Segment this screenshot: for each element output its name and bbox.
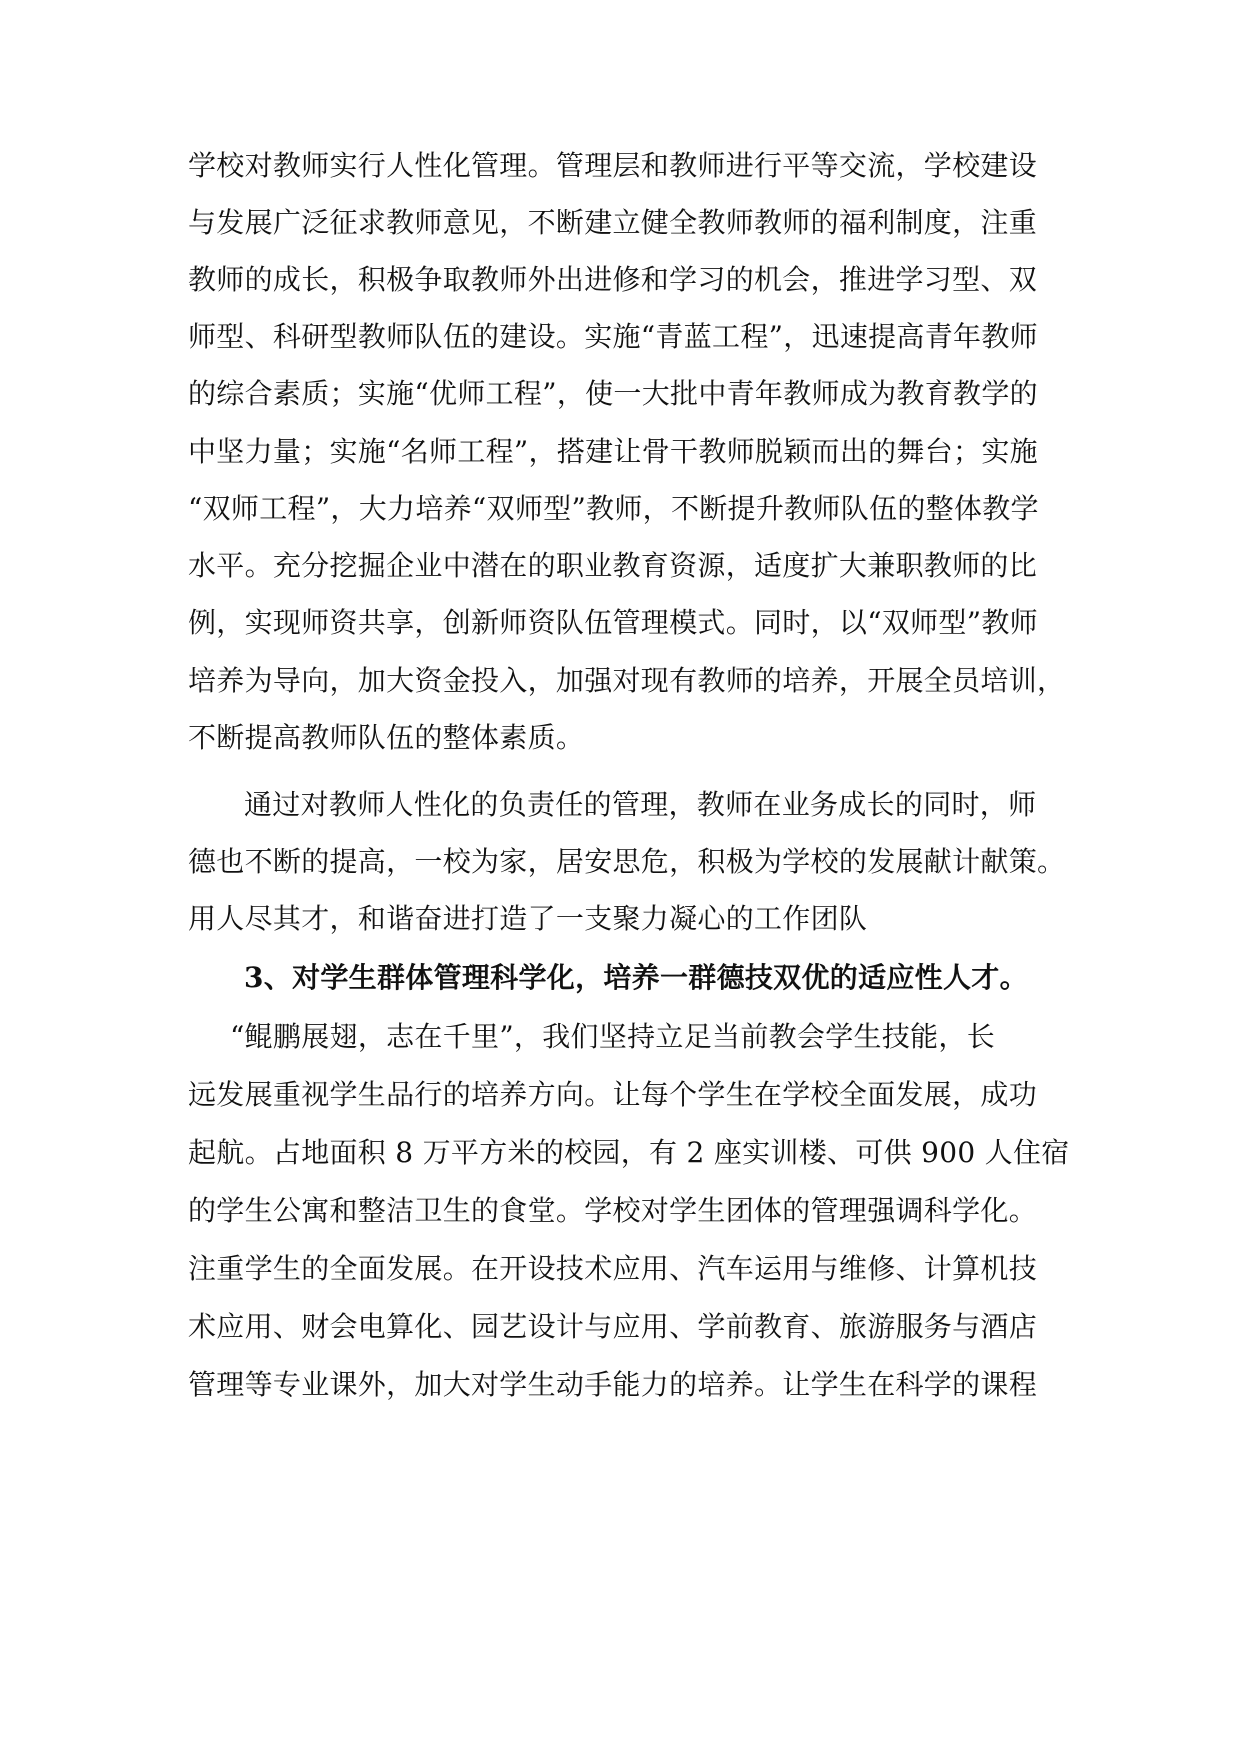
body-line: “鲲鹏展翅，志在千里”，我们坚持立足当前教会学生技能，长 [230, 1020, 996, 1053]
body-line: 用人尽其才，和谐奋进打造了一支聚力凝心的工作团队 [188, 902, 868, 935]
section-heading: 3、对学生群体管理科学化，培养一群德技双优的适应性人才。 [244, 961, 1028, 994]
body-line: 管理等专业课外，加大对学生动手能力的培养。让学生在科学的课程 [188, 1368, 1038, 1401]
body-line: 与发展广泛征求教师意见，不断建立健全教师教师的福利制度，注重 [188, 206, 1038, 239]
body-line: 通过对教师人性化的负责任的管理，教师在业务成长的同时，师 [244, 788, 1037, 821]
body-line: 学校对教师实行人性化管理。管理层和教师进行平等交流，学校建设 [188, 149, 1038, 182]
document-body [188, 0, 1070, 1754]
body-line: 教师的成长，积极争取教师外出进修和学习的机会，推进学习型、双 [188, 263, 1038, 296]
body-line: 的综合素质；实施“优师工程”，使一大批中青年教师成为教育教学的 [188, 377, 1038, 410]
body-line: “双师工程”，大力培养“双师型”教师，不断提升教师队伍的整体教学 [188, 492, 1039, 525]
body-line: 注重学生的全面发展。在开设技术应用、汽车运用与维修、计算机技 [188, 1252, 1038, 1285]
body-line: 的学生公寓和整洁卫生的食堂。学校对学生团体的管理强调科学化。 [188, 1194, 1038, 1227]
body-line: 培养为导向，加大资金投入，加强对现有教师的培养，开展全员培训， [188, 664, 1066, 697]
body-line: 德也不断的提高，一校为家，居安思危，积极为学校的发展献计献策。 [188, 845, 1066, 878]
body-line: 中坚力量；实施“名师工程”，搭建让骨干教师脱颖而出的舞台；实施 [188, 435, 1038, 468]
body-line: 水平。充分挖掘企业中潜在的职业教育资源，适度扩大兼职教师的比 [188, 549, 1038, 582]
body-line: 不断提高教师队伍的整体素质。 [188, 721, 585, 754]
body-line: 例，实现师资共享，创新师资队伍管理模式。同时，以“双师型”教师 [188, 606, 1038, 639]
body-line: 术应用、财会电算化、园艺设计与应用、学前教育、旅游服务与酒店 [188, 1310, 1038, 1343]
body-line: 师型、科研型教师队伍的建设。实施“青蓝工程”，迅速提高青年教师 [188, 320, 1038, 353]
body-line: 起航。占地面积 8 万平方米的校园，有 2 座实训楼、可供 900 人住宿 [188, 1136, 1070, 1169]
body-line: 远发展重视学生品行的培养方向。让每个学生在学校全面发展，成功 [188, 1078, 1038, 1111]
